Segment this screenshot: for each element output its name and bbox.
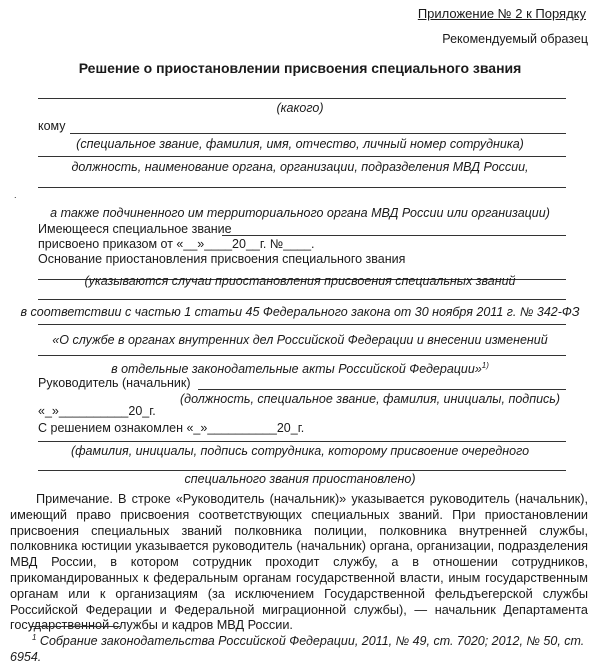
footnote-mark: 1	[32, 633, 37, 642]
head-fill-line[interactable]	[198, 389, 566, 390]
law-line-3: в отдельные законодательные акты Российской Федерации»	[111, 362, 482, 377]
which-caption: (какого)	[276, 101, 324, 115]
law-line-1: в соответствии с частью 1 статьи 45 Федерального закона от 30 ноября 2011 г. № 342-ФЗ	[20, 305, 580, 319]
basis-fill-line-2[interactable]	[38, 299, 566, 300]
head-caption: (должность, специальное звание, фамилия, инициалы, подпись)	[180, 392, 561, 406]
employee-fill-line-2[interactable]	[38, 470, 566, 471]
basis-label: Основание приостановления присвоения специального звания	[38, 252, 406, 266]
employee-caption-1: (фамилия, инициалы, подпись сотрудника, которому присвоение очередного	[70, 444, 530, 458]
margin-dot: .	[14, 190, 17, 200]
head-date: «_»__________20_г.	[38, 404, 156, 418]
basis-fill-line-4[interactable]	[38, 355, 566, 356]
which-fill-line[interactable]	[38, 98, 566, 99]
appendix-heading: Приложение № 2 к Порядку	[417, 6, 586, 21]
position-fill-line[interactable]	[38, 156, 566, 157]
footnote-text: Собрание законодательства Российской Федерации, 2011, № 49, ст. 7020; 2012, № 50, ст. 6954.	[10, 634, 585, 665]
employee-fill-line[interactable]	[38, 441, 566, 442]
to-whom-fill-line[interactable]	[70, 133, 566, 134]
current-rank-fill-line[interactable]	[222, 235, 566, 236]
acquainted-label: С решением ознакомлен «_»__________20_г.	[38, 421, 305, 435]
recommended-sample-label: Рекомендуемый образец	[442, 32, 588, 46]
law-line-3-wrap	[0, 361, 600, 376]
footnote-divider	[30, 626, 120, 627]
note-paragraph: Примечание. В строке «Руководитель (начальник)» указывается руководитель (начальник), имеющий право присвоения соответствующих специальных званий. При приостановлении присвоения специальных званий полковника полиции, полковника внутренней службы, полковника юстиции указывается руководитель (начальник) органа, организации, подразделения МВД России, в котором сотрудник проходит службу, а в отношении сотрудников, прикомандированных к федеральным органам государственной власти, иным государственным органам или к организациям (за исключением Государственной фельдъегерской службы Российской Федерации и Федеральной миграционной службы), — начальник Департамента государственной службы и кадров МВД России.	[10, 492, 588, 633]
current-rank-label: Имеющееся специальное звание	[38, 222, 232, 236]
position-fill-line-2[interactable]	[38, 187, 566, 188]
basis-fill-line-3[interactable]	[38, 324, 566, 325]
document-title: Решение о приостановлении присвоения специального звания	[78, 60, 522, 76]
employee-caption-2: специального звания приостановлено)	[184, 472, 416, 486]
footnote	[10, 630, 588, 665]
subordinate-caption: а также подчиненного им территориального органа МВД России или организации)	[50, 206, 550, 220]
basis-caption: (указываются случаи приостановления присвоения специальных званий	[84, 274, 516, 288]
rank-name-caption: (специальное звание, фамилия, имя, отчество, личный номер сотрудника)	[76, 137, 524, 151]
law-footnote-mark: 1)	[481, 361, 489, 370]
position-caption: должность, наименование органа, организации, подразделения МВД России,	[71, 160, 529, 174]
order-label: присвоено приказом от «__»____20__г. №____.	[38, 237, 315, 251]
to-whom-label: кому	[38, 119, 66, 133]
head-label: Руководитель (начальник)	[38, 376, 191, 390]
law-line-2: «О службе в органах внутренних дел Российской Федерации и внесении изменений	[52, 333, 548, 347]
